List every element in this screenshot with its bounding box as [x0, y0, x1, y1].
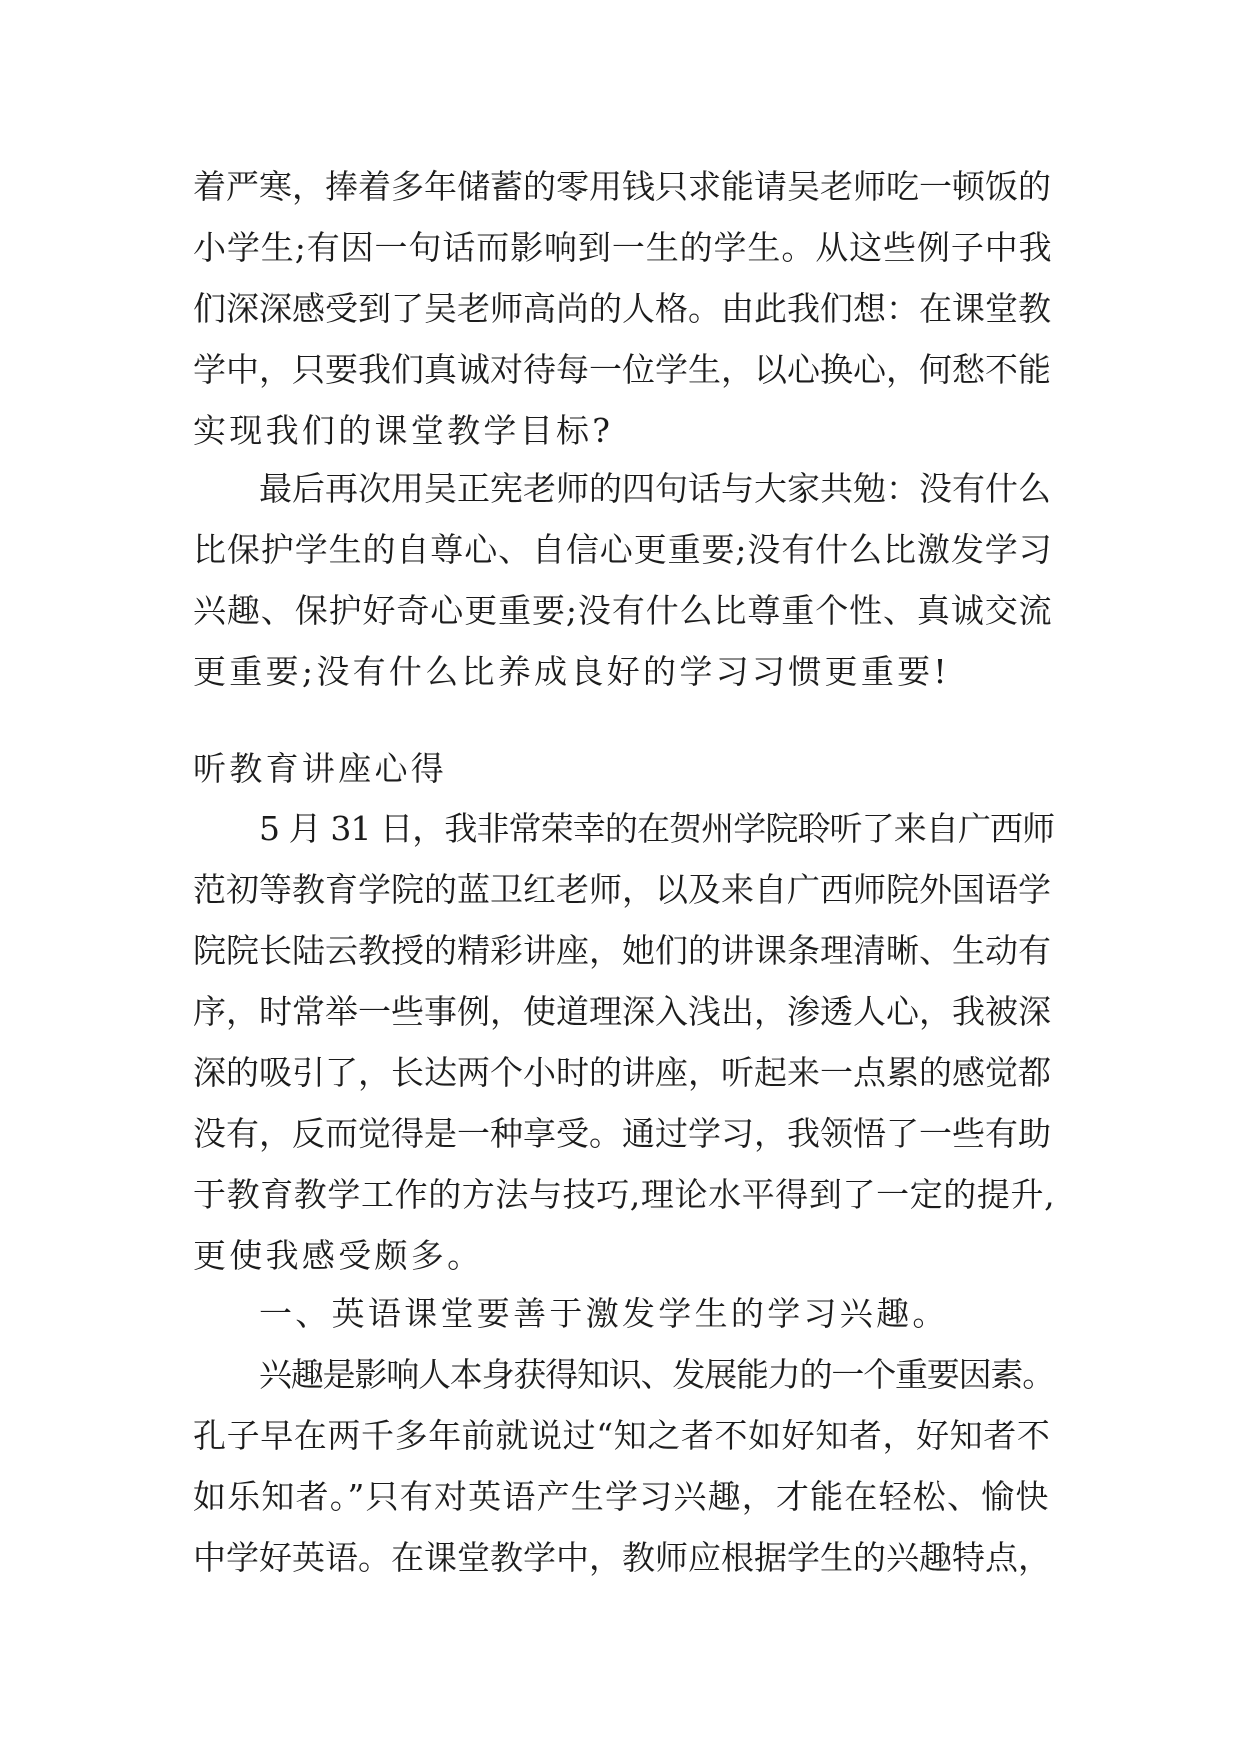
text-line: 孔子早在两千多年前就说过“知之者不如好知者，好知者不 — [193, 1416, 1051, 1455]
subheading — [193, 1283, 1055, 1344]
text-line: 比保护学生的自尊心、自信心更重要;没有什么比激发学习 — [193, 530, 1053, 569]
text-line: 深的吸引了，长达两个小时的讲座，听起来一点累的感觉都 — [193, 1053, 1051, 1092]
text-line: 于教育教学工作的方法与技巧,理论水平得到了一定的提升, — [193, 1175, 1056, 1214]
text-line: 序，时常举一些事例，使道理深入浅出，渗透人心，我被深 — [193, 992, 1051, 1031]
text-line: 范初等教育学院的蓝卫红老师，以及来自广西师院外国语学 — [193, 870, 1051, 909]
text-line: 中学好英语。在课堂教学中，教师应根据学生的兴趣特点， — [193, 1538, 1051, 1577]
text-line: 院院长陆云教授的精彩讲座，她们的讲课条理清晰、生动有 — [193, 931, 1051, 970]
text-line: 如乐知者。”只有对英语产生学习兴趣，才能在轻松、愉快 — [193, 1477, 1050, 1516]
text-line: 5 月 31 日，我非常荣幸的在贺州学院聆听了来自广西师 — [259, 809, 1055, 848]
text-line: 更使我感受颇多。 — [193, 1236, 484, 1275]
text-line: 着严寒，捧着多年储蓄的零用钱只求能请吴老师吃一顿饭的 — [193, 167, 1051, 206]
text-line: 更重要;没有什么比养成良好的学习习惯更重要! — [193, 652, 950, 691]
paragraph-continuation — [193, 156, 1055, 461]
subheading-text: 一、英语课堂要善于激发学生的学习兴趣。 — [259, 1294, 949, 1333]
text-line: 们深深感受到了吴老师高尚的人格。由此我们想：在课堂教 — [193, 289, 1051, 328]
section-title — [193, 738, 1055, 799]
text-line: 没有，反而觉得是一种享受。通过学习，我领悟了一些有助 — [193, 1114, 1051, 1153]
text-line: 兴趣是影响人本身获得知识、发展能力的一个重要因素。 — [259, 1355, 1055, 1394]
text-line: 小学生;有因一句话而影响到一生的学生。从这些例子中我 — [193, 228, 1053, 267]
section-title-text: 听教育讲座心得 — [193, 749, 448, 788]
text-line: 实现我们的课堂教学目标? — [193, 411, 614, 450]
paragraph-intro — [193, 798, 1055, 1286]
text-line: 学中，只要我们真诚对待每一位学生，以心换心，何愁不能 — [193, 350, 1051, 389]
paragraph-closing-quote — [193, 458, 1055, 702]
paragraph-interest — [193, 1344, 1055, 1588]
text-line: 最后再次用吴正宪老师的四句话与大家共勉：没有什么 — [259, 469, 1051, 508]
text-line: 兴趣、保护好奇心更重要;没有什么比尊重个性、真诚交流 — [193, 591, 1053, 630]
